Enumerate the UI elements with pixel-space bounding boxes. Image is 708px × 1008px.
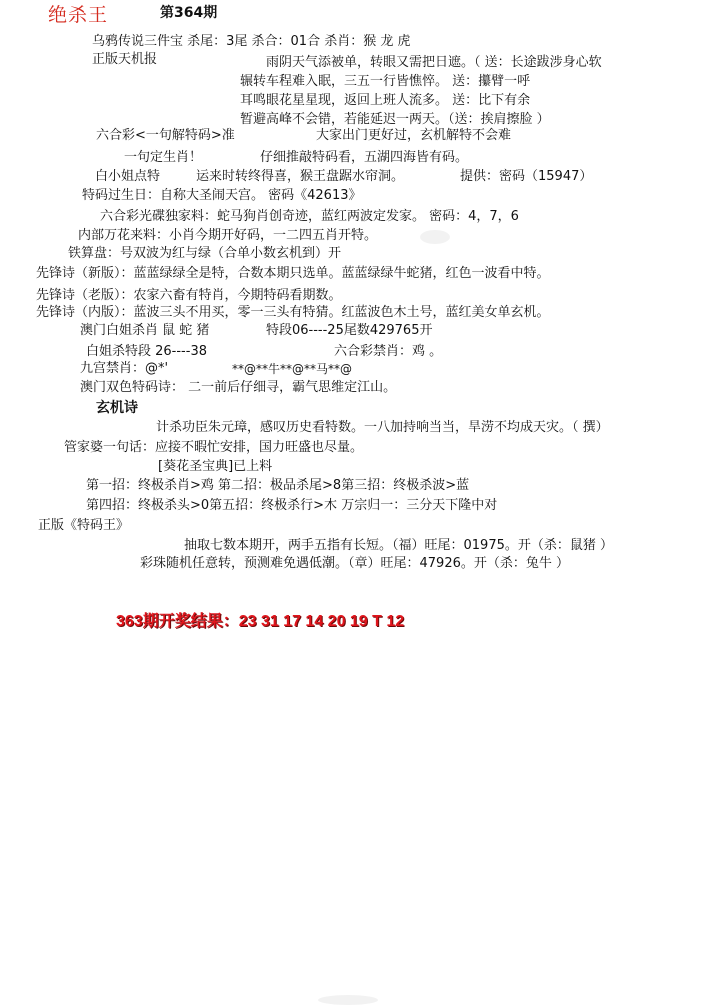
baixiaojie-heading: 白小姐点特	[95, 169, 161, 184]
scan-smudge	[420, 230, 450, 244]
kuihua-heading: [葵花圣宝典]已上料	[158, 459, 273, 474]
sanjianbao-line: 乌鸦传说三件宝 杀尾：3尾 杀合：01合 杀肖：猴 龙 虎	[92, 34, 411, 49]
tianjibao-verse-4: 暂避高峰不会错，若能延迟一两天。（送：挨肩擦脸 ）	[240, 112, 550, 127]
scan-smudge-bottom	[318, 995, 378, 1005]
jiugong-heading: 九宫禁肖：@*'	[80, 361, 169, 376]
guanjiapo-line: 管家婆一句话：应接不暇忙安排，国力旺盛也尽量。	[64, 440, 364, 455]
temawang-verse-2: 彩珠随机任意转，预测难免遇低潮。（章）旺尾：47926。开（杀：兔牛 ）	[140, 556, 569, 571]
yijuding-heading: 一句定生肖！	[124, 150, 203, 165]
shuangse-line: 澳门双色特码诗： 二一前后仔细寻，霸气思维定江山。	[80, 380, 397, 395]
xianfeng-inner-line: 先锋诗（内版）：蓝波三头不用买，零一三头有特猜。红蓝波色木土号，蓝红美女单玄机。	[36, 305, 550, 320]
yijujie-verse: 大家出门更好过，玄机解特不会难	[316, 128, 512, 143]
tianjibao-verse-3: 耳鸣眼花星星现，返回上班人流多。 送：比下有余	[240, 93, 531, 108]
tiesuanpan-line: 铁算盘：号双波为红与绿（合单小数玄机到）开	[68, 246, 342, 261]
header-title: 绝杀王	[48, 4, 109, 26]
issue-number: 第364期	[160, 5, 218, 21]
xianfeng-new-line: 先锋诗（新版）：蓝蓝绿绿全是特，合数本期只选单。蓝蓝绿绿牛蛇猪，红色一波看中特。	[36, 266, 550, 281]
wanhua-line: 内部万花来料：小肖今期开好码，一二四五肖开特。	[78, 228, 378, 243]
xuanji-verse: 计杀功臣朱元璋，感叹历史看特数。一八加持响当当，旱涝不均成天灾。（ 撰）	[156, 420, 609, 435]
teduan-line: 特段06----25尾数429765开	[266, 323, 433, 338]
kuihua-moves-1: 第一招：终极杀肖>鸡 第二招：极品杀尾>8第三招：终极杀波>蓝	[86, 478, 470, 493]
baixiaojie-verse: 运来时转终得喜，猴王盘踞水帘洞。	[196, 169, 405, 184]
draw-result: 363期开奖结果：23 31 17 14 20 19 T 12	[116, 613, 405, 630]
liuhe-jinxiao-line: 六合彩禁肖：鸡 。	[334, 344, 443, 359]
baixiaojie-provider: 提供：密码（15947）	[460, 169, 593, 184]
temawang-verse-1: 抽取七数本期开，两手五指有长短。（福）旺尾：01975。开（杀：鼠猪 ）	[184, 538, 613, 553]
xianfeng-old-line: 先锋诗（老版）：农家六畜有特肖，今期特码看期数。	[36, 288, 342, 303]
guangdie-line: 六合彩光碟独家料：蛇马狗肖创奇迹，蓝红两波定发家。 密码：4，7，6	[100, 209, 519, 224]
jiugong-pattern: **@**牛**@**马**@	[232, 362, 353, 376]
yijuding-verse: 仔细推敲特码看，五湖四海皆有码。	[260, 150, 469, 165]
tianjibao-verse-2: 辗转车程难入眠，三五一行皆憔悴。 送：攥臂一呼	[240, 74, 531, 89]
aomen-baijie-line: 澳门白姐杀肖 鼠 蛇 猪	[80, 323, 210, 338]
tianjibao-heading: 正版天机报	[92, 52, 158, 67]
xuanji-heading: 玄机诗	[96, 400, 138, 416]
tianjibao-verse-1: 雨阴天气添被单，转眼又需把日遮。（ 送：长途跋涉身心软	[266, 55, 602, 70]
birthday-line: 特码过生日：自称大圣闹天宫。 密码《42613》	[82, 188, 362, 203]
kuihua-moves-2: 第四招：终极杀头>0第五招：终极杀行>木 万宗归一：三分天下隆中对	[86, 498, 498, 513]
temawang-heading: 正版《特码王》	[38, 518, 130, 533]
baijie-shaduan-line: 白姐杀特段 26----38	[86, 344, 207, 359]
yijujie-heading: 六合彩<一句解特码>准	[96, 128, 235, 143]
